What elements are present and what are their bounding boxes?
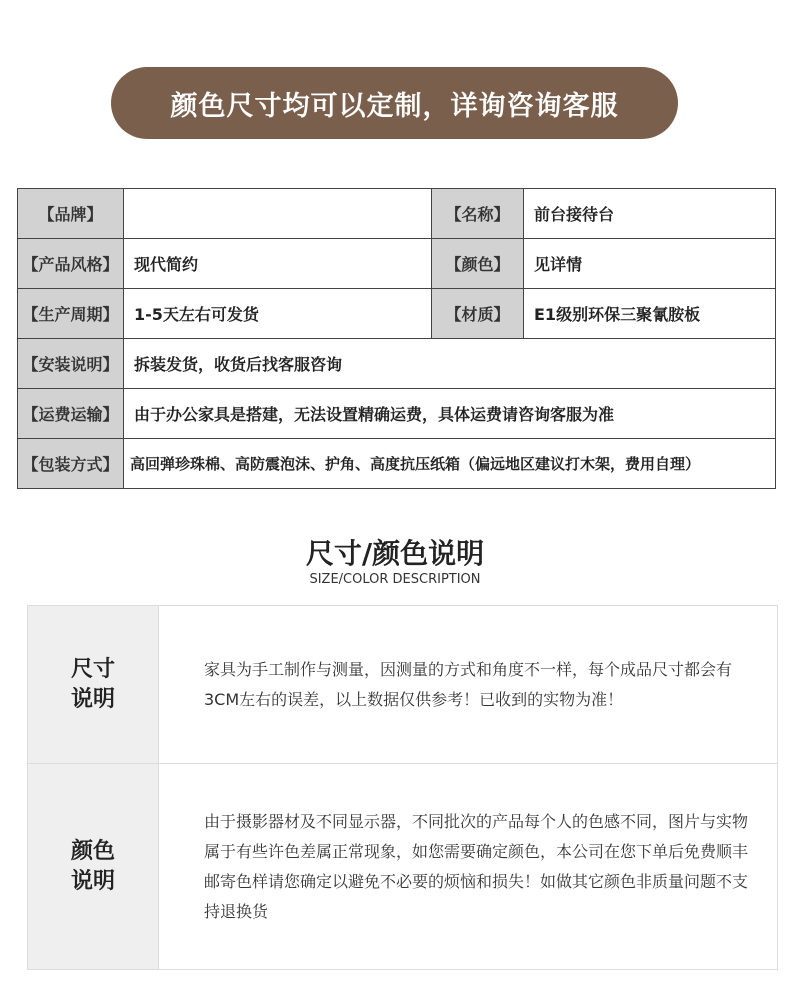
style-label: 【产品风格】	[18, 239, 124, 289]
package-value: 高回弹珍珠棉、高防震泡沫、护角、高度抗压纸箱（偏远地区建议打木架，费用自理）	[124, 439, 776, 489]
shipping-label: 【运费运输】	[18, 389, 124, 439]
package-label: 【包装方式】	[18, 439, 124, 489]
section-subtitle: SIZE/COLOR DESCRIPTION	[309, 572, 481, 587]
spec-row-install	[18, 339, 776, 389]
material-value: E1级别环保三聚氰胺板	[524, 289, 776, 339]
color-note-box	[27, 763, 778, 970]
material-label: 【材质】	[432, 289, 524, 339]
color-note-heading-line1: 颜色	[70, 838, 115, 864]
cycle-label: 【生产周期】	[18, 289, 124, 339]
spec-row-shipping	[18, 389, 776, 439]
section-title: 尺寸/颜色说明	[305, 537, 485, 570]
banner-text: 颜色尺寸均可以定制，详询咨询客服	[170, 90, 619, 122]
color-note-heading-line2: 说明	[70, 868, 115, 894]
size-note-heading-line1: 尺寸	[70, 656, 115, 682]
spec-row-brand	[18, 189, 776, 239]
size-note-heading	[28, 606, 158, 763]
size-note-body	[158, 606, 777, 763]
brand-value	[124, 189, 432, 239]
spec-row-style	[18, 239, 776, 289]
cycle-value: 1-5天左右可发货	[124, 289, 432, 339]
color-value: 见详情	[524, 239, 776, 289]
color-label: 【颜色】	[432, 239, 524, 289]
color-note-heading	[28, 764, 158, 969]
spec-table	[17, 188, 776, 489]
size-note-box	[27, 605, 778, 764]
style-value: 现代简约	[124, 239, 432, 289]
color-note-text: 由于摄影器材及不同显示器，不同批次的产品每个人的色感不同，图片与实物属于有些许色差属正常现象，如您需要确定颜色，本公司在您下单后免费顺丰邮寄色样请您确定以避免不必要的烦恼和损失！如做其它颜色非质量问题不支持退换货	[204, 811, 749, 921]
brand-label: 【品牌】	[18, 189, 124, 239]
spec-row-package	[18, 439, 776, 489]
name-value: 前台接待台	[524, 189, 776, 239]
spec-row-cycle	[18, 289, 776, 339]
size-note-heading-line2: 说明	[70, 686, 115, 712]
install-value: 拆装发货，收货后找客服咨询	[124, 339, 776, 389]
name-label: 【名称】	[432, 189, 524, 239]
shipping-value: 由于办公家具是搭建，无法设置精确运费，具体运费请咨询客服为准	[124, 389, 776, 439]
size-note-text: 家具为手工制作与测量，因测量的方式和角度不一样，每个成品尺寸都会有3CM左右的误差，以上数据仅供参考！已收到的实物为准！	[204, 659, 733, 709]
customization-banner	[111, 67, 678, 139]
install-label: 【安装说明】	[18, 339, 124, 389]
color-note-body	[158, 764, 777, 969]
